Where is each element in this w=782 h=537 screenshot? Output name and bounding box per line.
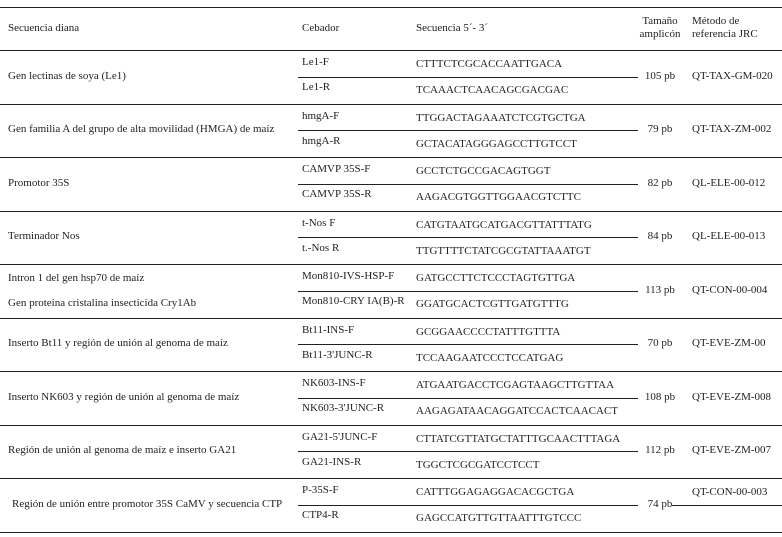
sequence-forward: GCCTCTGCCGACAGTGGT <box>416 165 551 177</box>
row-rule <box>0 211 782 212</box>
amplicon-size: 84 pb <box>647 230 673 243</box>
target-sequence: Inserto Bt11 y región de unión al genoma de maíz <box>8 337 228 350</box>
row-rule <box>0 264 782 265</box>
target-sequence: Región de unión al genoma de maíz e inserto GA21 <box>8 444 237 457</box>
primer-divider <box>298 344 638 345</box>
amplicon-size: 112 pb <box>645 444 675 457</box>
header-size <box>640 15 681 41</box>
row-rule <box>0 532 782 533</box>
jrc-method: QT-CON-00-003 <box>692 486 768 498</box>
sequence-reverse: GCTACATAGGGAGCCTTGTCCT <box>416 137 577 150</box>
sequence-reverse: TGGCTCGCGATCCTCCT <box>416 458 540 471</box>
primer-reverse: Bt11-3'JUNC-R <box>302 348 373 361</box>
primer-reverse: CTP4-R <box>302 509 339 521</box>
header-target: Secuencia diana <box>8 22 80 34</box>
primer-divider <box>298 77 638 78</box>
header-method-line2: referencia JRC <box>692 28 758 40</box>
sequence-forward: GCGGAACCCCTATTTGTTTA <box>416 325 561 338</box>
primer-forward: hmgA-F <box>302 109 340 122</box>
primer-divider <box>298 398 638 399</box>
header-size-line1: Tamaño <box>642 15 678 27</box>
amplicon-size: 105 pb <box>644 69 676 82</box>
sequence-forward: ATGAATGACCTCGAGTAAGCTTGTTAA <box>416 379 615 391</box>
sequence-reverse: TTGTTTTCTATCGCGTATTAAATGT <box>416 244 591 257</box>
sequence-reverse: GAGCCATGTTGTTAATTTGTCCC <box>416 512 582 524</box>
primer-divider <box>298 184 638 185</box>
primer-forward: Bt11-INS-F <box>302 323 355 336</box>
primer-reverse: hmgA-R <box>302 134 341 147</box>
target-sequence: Gen lectinas de soya (Le1) <box>8 69 126 82</box>
target-sequence: Promotor 35S <box>8 176 70 189</box>
header-size-line2: amplicón <box>639 28 681 40</box>
primer-forward: CAMVP 35S-F <box>302 163 371 175</box>
primer-reverse: NK603-3'JUNC-R <box>302 402 385 414</box>
jrc-method: QT-EVE-ZM-007 <box>692 444 772 457</box>
amplicon-size: 79 pb <box>647 123 673 136</box>
primer-forward: P-35S-F <box>302 484 339 496</box>
primer-reverse: t.-Nos R <box>302 241 340 254</box>
table-top-rule <box>0 7 782 8</box>
sequence-forward: CATGTAATGCATGACGTTATTTATG <box>416 218 592 231</box>
primer-divider <box>298 451 638 452</box>
primer-forward: GA21-5'JUNC-F <box>302 430 378 443</box>
row-rule <box>0 478 782 479</box>
primer-divider <box>298 130 638 131</box>
target-sequence: Región de unión entre promotor 35S CaMV y secuencia CTP <box>12 497 283 510</box>
row-rule <box>0 104 782 105</box>
primer-reverse: Le1-R <box>302 81 331 93</box>
jrc-method: QT-EVE-ZM-008 <box>692 390 772 403</box>
amplicon-size: 82 pb <box>647 176 673 189</box>
jrc-method: QL-ELE-00-012 <box>692 176 766 189</box>
header-primer: Cebador <box>302 22 340 34</box>
header-bottom-rule <box>0 50 782 51</box>
target-sequence: Inserto NK603 y región de unión al genoma de maíz <box>8 390 240 403</box>
sequence-forward: CTTATCGTTATGCTATTTGCAACTTTAGA <box>416 432 621 445</box>
sequence-reverse: TCAAACTCAACAGCGACGAC <box>416 84 569 96</box>
jrc-method: QT-EVE-ZM-00 <box>692 337 766 350</box>
sequence-forward: GATGCCTTCTCCCTAGTGTTGA <box>416 272 576 284</box>
row-rule <box>0 157 782 158</box>
method-divider <box>672 505 782 506</box>
target-sequence: Gen familia A del grupo de alta movilidad (HMGA) de maíz <box>8 123 275 136</box>
amplicon-size: 70 pb <box>647 337 673 350</box>
primer-reverse: CAMVP 35S-R <box>302 188 372 200</box>
target-sequence: Terminador Nos <box>8 230 80 243</box>
row-rule <box>0 318 782 319</box>
sequence-forward: TTGGACTAGAAATCTCGTGCTGA <box>416 111 586 124</box>
primer-forward: Le1-F <box>302 56 329 68</box>
primer-divider <box>298 237 638 238</box>
sequence-reverse: TCCAAGAATCCCTCCATGAG <box>416 351 564 364</box>
sequence-reverse: AAGAGATAACAGGATCCACTCAACACT <box>416 405 619 417</box>
primer-divider <box>298 505 638 506</box>
sequence-forward: CATTTGGAGAGGACACGCTGA <box>416 486 575 498</box>
header-sequence: Secuencia 5´- 3´ <box>416 22 489 34</box>
amplicon-size: 113 pb <box>645 283 675 296</box>
primer-forward: t-Nos F <box>302 216 336 229</box>
row-rule <box>0 425 782 426</box>
primer-divider <box>298 291 638 292</box>
row-rule <box>0 371 782 372</box>
header-method <box>692 15 758 41</box>
sequence-forward: CTTTCTCGCACCAATTGACA <box>416 58 563 70</box>
target-sequence: Intron 1 del gen hsp70 de maíz <box>8 272 145 284</box>
jrc-method: QT-CON-00-004 <box>692 283 768 296</box>
primer-reverse: GA21-INS-R <box>302 455 362 468</box>
sequence-reverse: AAGACGTGGTTGGAACGTCTTC <box>416 191 581 203</box>
amplicon-size: 74 pb <box>647 497 673 510</box>
jrc-method: QT-TAX-ZM-002 <box>692 123 772 136</box>
jrc-method: QL-ELE-00-013 <box>692 230 766 243</box>
primer-reverse: Mon810-CRY IA(B)-R <box>302 295 405 307</box>
target-sequence: Gen proteína cristalina insecticida Cry1Ab <box>8 297 197 309</box>
header-method-line1: Método de <box>692 15 740 27</box>
jrc-method: QT-TAX-GM-020 <box>692 69 773 82</box>
amplicon-size: 108 pb <box>644 390 676 403</box>
primer-forward: Mon810-IVS-HSP-F <box>302 270 395 282</box>
primer-forward: NK603-INS-F <box>302 377 366 389</box>
sequence-reverse: GGATGCACTCGTTGATGTTTG <box>416 298 569 310</box>
